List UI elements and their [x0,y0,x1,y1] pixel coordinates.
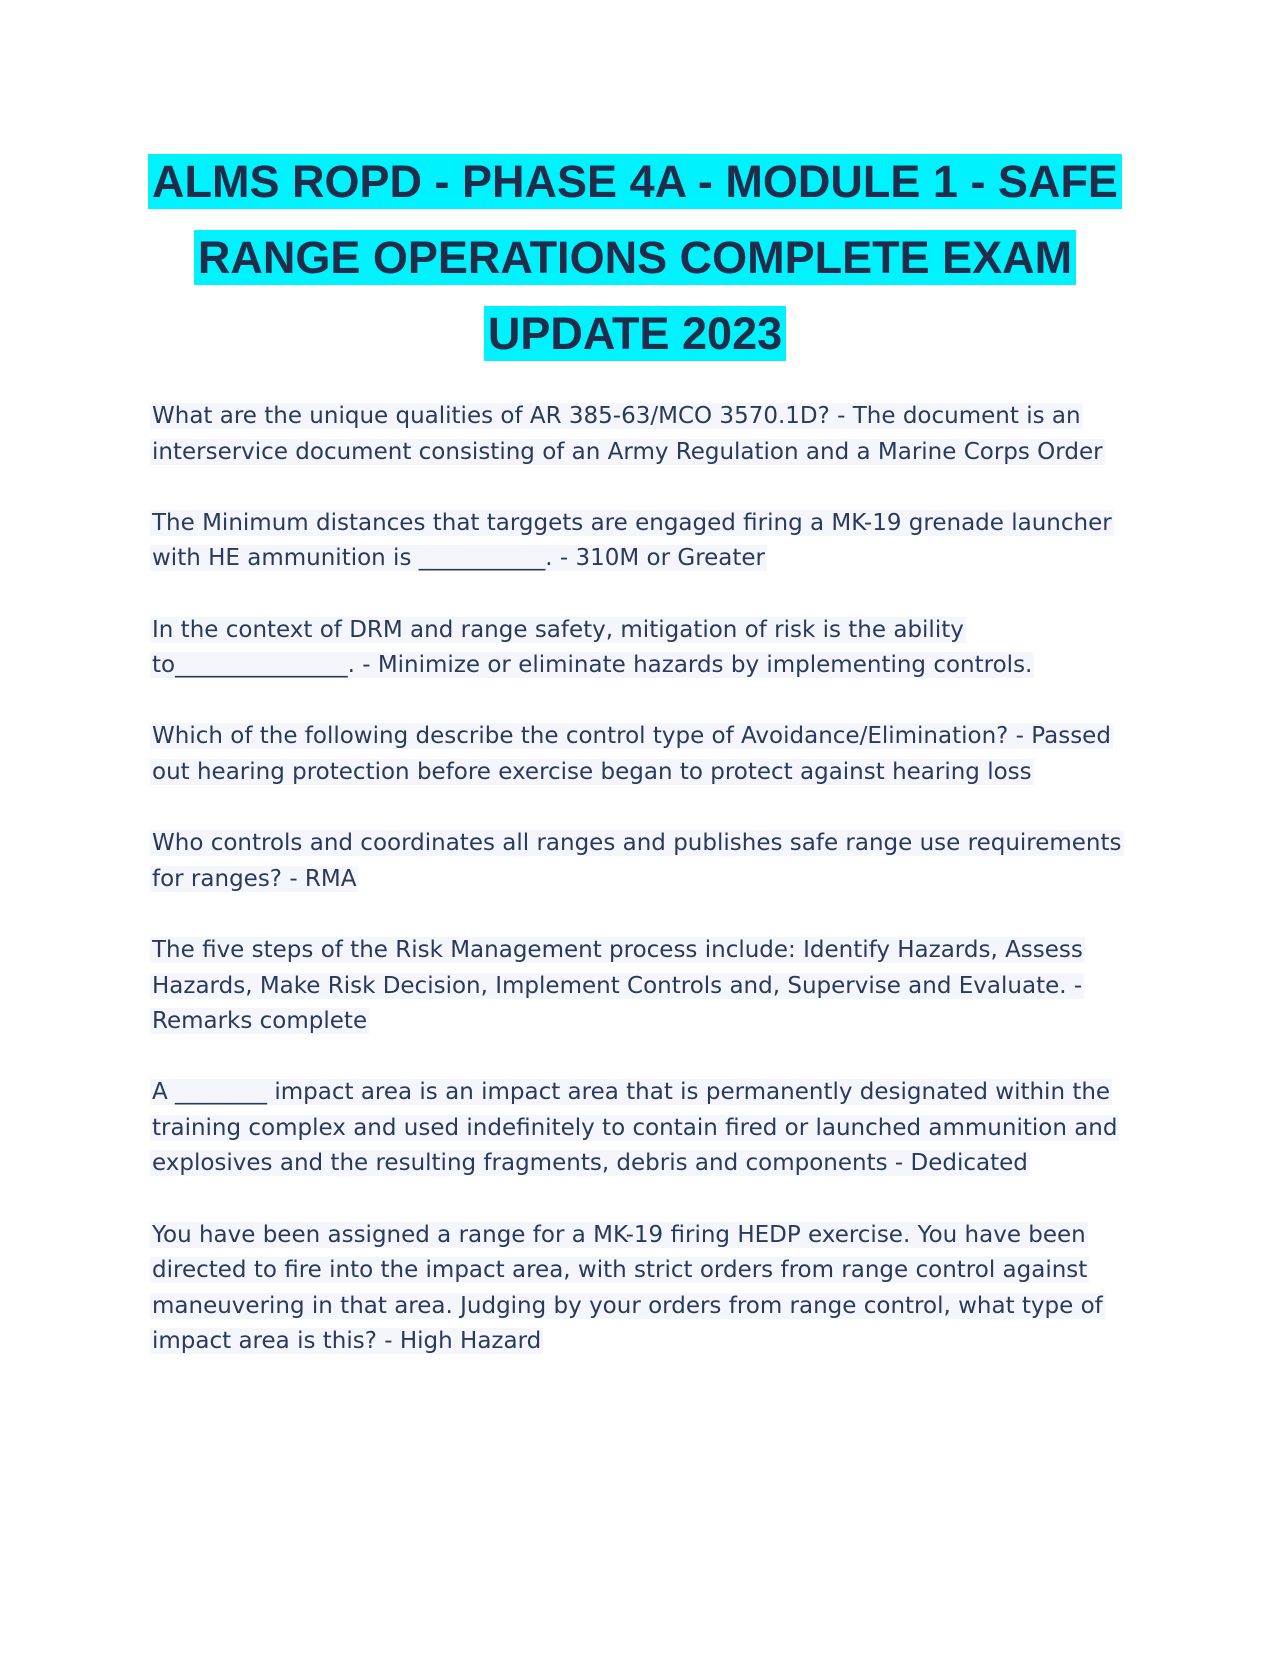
qa-item-3 [150,613,1130,684]
qa-item-5 [150,826,1130,897]
qa-text: The Minimum distances that targgets are engaged firing a MK-19 grenade launcher with HE ammunition is ___________. - 310M or Greater [152,509,1112,572]
qa-item-4 [150,719,1130,790]
qa-text: The five steps of the Risk Management process include: Identify Hazards, Assess Hazards, Make Risk Decision, Implement Controls and, Supervise and Evaluate. - Remarks complete [152,936,1083,1035]
qa-text: What are the unique qualities of AR 385-63/MCO 3570.1D? - The document is an interservice document consisting of an Army Regulation and a Marine Corps Order [152,403,1103,465]
qa-item-2 [150,506,1130,577]
qa-text: In the context of DRM and range safety, mitigation of risk is the ability to_______________. - Minimize or eliminate hazards by implementing controls. [152,616,1033,679]
qa-text: A ________ impact area is an impact area that is permanently designated within the training complex and used indefinitely to contain fired or launched ammunition and explosives and the resulting fragments, debris and components - Dedicated [152,1079,1118,1177]
document-title [140,144,1130,372]
qa-text: You have been assigned a range for a MK-19 firing HEDP exercise. You have been directed to fire into the impact area, with strict orders from range control against maneuvering in that area. Judging by your orders from range control, what type of impact area is this? - High Hazard [152,1221,1103,1355]
qa-item-8 [150,1218,1130,1360]
qa-text: Who controls and coordinates all ranges and publishes safe range use requirements for ranges? - RMA [152,830,1122,892]
title-highlight: ALMS ROPD - PHASE 4A - MODULE 1 - SAFE RANGE OPERATIONS COMPLETE EXAM UPDATE 2023 [148,154,1122,361]
qa-list [150,399,1130,1396]
qa-item-1 [150,399,1130,470]
qa-text: Which of the following describe the control type of Avoidance/Elimination? - Passed out hearing protection before exercise began to protect against hearing loss [152,723,1111,785]
qa-item-6 [150,933,1130,1040]
qa-item-7 [150,1075,1130,1182]
